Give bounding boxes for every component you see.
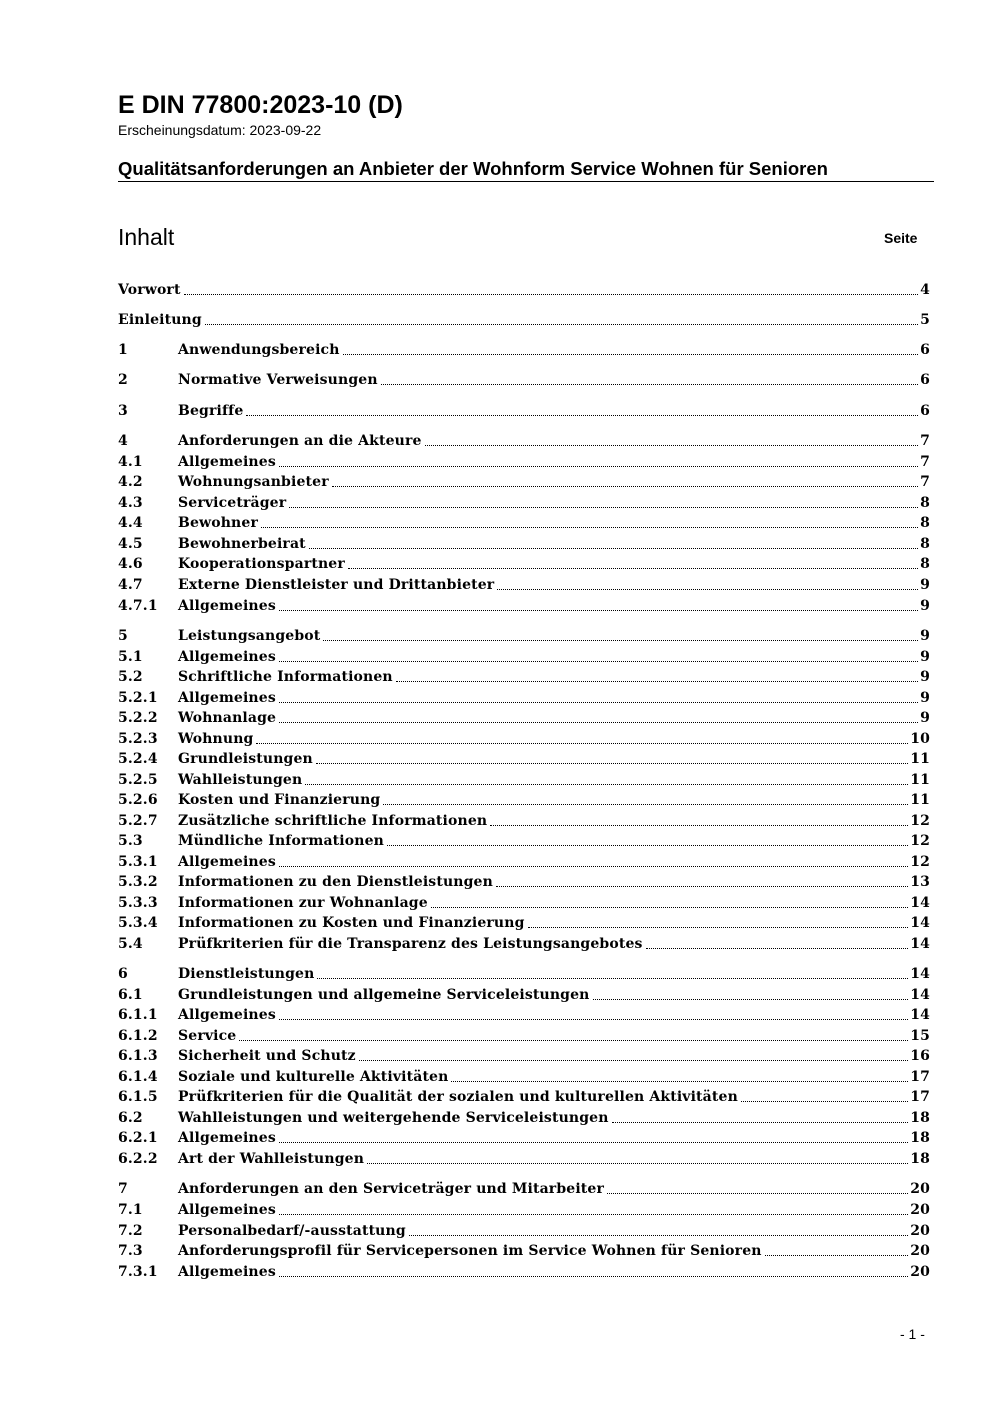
toc-entry-title: Dienstleistungen (178, 966, 315, 982)
toc-dot-leader (359, 1060, 908, 1061)
toc-entry-number: 5.2.7 (118, 813, 158, 829)
toc-entry-page: 14 (910, 1007, 930, 1023)
toc-entry[interactable] (118, 1262, 930, 1282)
toc-entry[interactable] (118, 280, 930, 300)
toc-entry-number: 5.2.3 (118, 731, 158, 747)
toc-entry-number: 5.3.2 (118, 874, 158, 890)
toc-entry-title: Personalbedarf/-ausstattung (178, 1223, 406, 1239)
toc-dot-leader (205, 324, 918, 325)
toc-dot-leader (279, 466, 918, 467)
toc-entry-title: Wahlleistungen (178, 772, 303, 788)
toc-entry-number: 6.2.2 (118, 1151, 158, 1167)
toc-dot-leader (279, 1214, 908, 1215)
toc-entry-page: 8 (920, 536, 930, 552)
toc-entry-title: Allgemeines (178, 598, 276, 614)
toc-entry-page: 20 (910, 1181, 930, 1197)
toc-entry-title: Wahlleistungen und weitergehende Serviceleistungen (178, 1110, 609, 1126)
toc-entry[interactable] (118, 370, 930, 390)
toc-entry-title: Service (178, 1028, 237, 1044)
toc-entry-title: Wohnungsanbieter (178, 474, 329, 490)
toc-entry-title: Art der Wahlleistungen (178, 1151, 365, 1167)
toc-dot-leader (309, 548, 918, 549)
toc-entry-number: 4.4 (118, 515, 143, 531)
toc-entry-page: 7 (920, 474, 930, 490)
toc-entry[interactable] (118, 1200, 930, 1220)
toc-entry-number: 6 (118, 966, 128, 982)
toc-entry-title: Vorwort (118, 282, 181, 298)
toc-dot-leader (646, 948, 909, 949)
toc-entry-number: 5.1 (118, 649, 143, 665)
page-number: - 1 - (900, 1326, 925, 1342)
toc-entry[interactable] (118, 647, 930, 667)
toc-entry-title: Serviceträger (178, 495, 287, 511)
toc-entry[interactable] (118, 964, 930, 984)
toc-entry-page: 12 (910, 813, 930, 829)
toc-entry[interactable] (118, 626, 930, 646)
toc-entry[interactable] (118, 667, 930, 687)
toc-entry-page: 10 (910, 731, 930, 747)
toc-entry-page: 12 (910, 854, 930, 870)
toc-entry-page: 16 (910, 1048, 930, 1064)
toc-entry-title: Soziale und kulturelle Aktivitäten (178, 1069, 449, 1085)
toc-entry-number: 4.7 (118, 577, 143, 593)
toc-dot-leader (490, 825, 908, 826)
toc-entry-number: 5.2.2 (118, 710, 158, 726)
toc-entry-title: Leistungsangebot (178, 628, 321, 644)
toc-entry-page: 6 (920, 342, 930, 358)
toc-entry-title: Anforderungen an den Serviceträger und Mitarbeiter (178, 1181, 604, 1197)
toc-entry-page: 13 (910, 874, 930, 890)
toc-entry[interactable] (118, 431, 930, 451)
document-subtitle: Qualitätsanforderungen an Anbieter der Wohnform Service Wohnen für Senioren (118, 158, 828, 179)
toc-entry[interactable] (118, 985, 930, 1005)
toc-entry-number: 7.3 (118, 1243, 143, 1259)
toc-dot-leader (317, 978, 908, 979)
toc-entry-title: Einleitung (118, 312, 202, 328)
toc-entry-number: 5.2.5 (118, 772, 158, 788)
toc-entry-title: Zusätzliche schriftliche Informationen (178, 813, 488, 829)
toc-entry-page: 9 (920, 577, 930, 593)
toc-entry-number: 5.3.3 (118, 895, 158, 911)
toc-dot-leader (246, 415, 918, 416)
toc-dot-leader (279, 722, 918, 723)
toc-entry[interactable] (118, 1005, 930, 1025)
toc-entry-page: 4 (920, 282, 930, 298)
toc-dot-leader (528, 927, 909, 928)
toc-entry-number: 4.1 (118, 454, 143, 470)
toc-dot-leader (396, 681, 918, 682)
toc-dot-leader (239, 1040, 908, 1041)
toc-dot-leader (279, 1142, 908, 1143)
toc-dot-leader (381, 384, 918, 385)
toc-entry[interactable] (118, 729, 930, 749)
toc-entry-page: 14 (910, 987, 930, 1003)
toc-heading: Inhalt (118, 224, 175, 250)
toc-entry-title: Anwendungsbereich (178, 342, 340, 358)
toc-entry-title: Anforderungsprofil für Servicepersonen im Service Wohnen für Senioren (178, 1243, 762, 1259)
toc-entry-page: 7 (920, 433, 930, 449)
toc-entry-page: 14 (910, 915, 930, 931)
toc-entry-page: 9 (920, 690, 930, 706)
toc-dot-leader (409, 1235, 908, 1236)
toc-entry[interactable] (118, 1221, 930, 1241)
toc-entry-page: 15 (910, 1028, 930, 1044)
toc-entry-page: 8 (920, 495, 930, 511)
toc-entry-title: Anforderungen an die Akteure (178, 433, 422, 449)
toc-entry[interactable] (118, 872, 930, 892)
toc-entry[interactable] (118, 1108, 930, 1128)
toc-entry-title: Allgemeines (178, 649, 276, 665)
toc-entry-title: Wohnanlage (178, 710, 277, 726)
toc-entry-page: 8 (920, 556, 930, 572)
toc-entry[interactable] (118, 934, 930, 954)
toc-entry[interactable] (118, 1046, 930, 1066)
toc-entry-page: 9 (920, 669, 930, 685)
toc-entry-title: Mündliche Informationen (178, 833, 384, 849)
toc-entry[interactable] (118, 913, 930, 933)
toc-entry[interactable] (118, 770, 930, 790)
toc-entry-title: Begriffe (178, 403, 244, 419)
toc-entry[interactable] (118, 596, 930, 616)
toc-dot-leader (279, 866, 908, 867)
toc-dot-leader (497, 589, 918, 590)
toc-entry-number: 4.5 (118, 536, 143, 552)
toc-entry-title: Bewohner (178, 515, 258, 531)
toc-entry-title: Grundleistungen und allgemeine Serviceleistungen (178, 987, 590, 1003)
toc-entry-number: 4.3 (118, 495, 143, 511)
toc-entry[interactable] (118, 811, 930, 831)
toc-entry-title: Bewohnerbeirat (178, 536, 306, 552)
toc-entry[interactable] (118, 852, 930, 872)
toc-entry-title: Allgemeines (178, 1007, 276, 1023)
toc-entry-page: 20 (910, 1223, 930, 1239)
toc-entry-number: 5.2.4 (118, 751, 158, 767)
toc-entry-title: Allgemeines (178, 1264, 276, 1280)
toc-entry-page: 14 (910, 966, 930, 982)
toc-entry-page: 11 (910, 792, 930, 808)
toc-entry-page: 6 (920, 403, 930, 419)
toc-entry-number: 5.4 (118, 936, 143, 952)
toc-page-column-label: Seite (884, 230, 918, 246)
toc-dot-leader (607, 1193, 908, 1194)
toc-entry-page: 18 (910, 1130, 930, 1146)
toc-dot-leader (425, 445, 919, 446)
toc-entry-title: Wohnung (178, 731, 254, 747)
toc-entry-title: Allgemeines (178, 1130, 276, 1146)
toc-entry-number: 5.2.6 (118, 792, 158, 808)
toc-entry[interactable] (118, 1149, 930, 1169)
toc-entry-number: 1 (118, 342, 128, 358)
toc-entry-title: Informationen zu Kosten und Finanzierung (178, 915, 525, 931)
document-title: E DIN 77800:2023-10 (D) (118, 91, 403, 119)
toc-entry-title: Allgemeines (178, 690, 276, 706)
toc-entry-page: 9 (920, 649, 930, 665)
toc-dot-leader (316, 763, 908, 764)
toc-entry[interactable] (118, 534, 930, 554)
toc-entry-number: 5.3.4 (118, 915, 158, 931)
toc-entry-page: 8 (920, 515, 930, 531)
toc-dot-leader (279, 610, 918, 611)
toc-entry-title: Externe Dienstleister und Drittanbieter (178, 577, 495, 593)
toc-entry-number: 2 (118, 372, 128, 388)
toc-entry-number: 7.1 (118, 1202, 143, 1218)
toc-entry-title: Prüfkriterien für die Transparenz des Leistungsangebotes (178, 936, 643, 952)
toc-entry-number: 4 (118, 433, 128, 449)
toc-entry-page: 9 (920, 598, 930, 614)
toc-entry-title: Kooperationspartner (178, 556, 345, 572)
toc-dot-leader (451, 1081, 908, 1082)
toc-entry-number: 6.1.4 (118, 1069, 158, 1085)
toc-entry-page: 6 (920, 372, 930, 388)
publication-date: Erscheinungsdatum: 2023-09-22 (118, 122, 322, 138)
toc-entry[interactable] (118, 790, 930, 810)
toc-entry-page: 17 (910, 1069, 930, 1085)
toc-entry[interactable] (118, 1179, 930, 1199)
toc-dot-leader (279, 661, 918, 662)
toc-entry-page: 20 (910, 1264, 930, 1280)
toc-entry-page: 9 (920, 628, 930, 644)
toc-entry-page: 17 (910, 1089, 930, 1105)
toc-entry[interactable] (118, 1241, 930, 1261)
toc-entry[interactable] (118, 513, 930, 533)
toc-entry[interactable] (118, 472, 930, 492)
toc-entry-number: 6.1.2 (118, 1028, 158, 1044)
toc-entry-page: 20 (910, 1243, 930, 1259)
toc-entry-page: 9 (920, 710, 930, 726)
toc-entry-number: 4.7.1 (118, 598, 158, 614)
toc-entry-number: 3 (118, 403, 128, 419)
toc-entry-title: Informationen zu den Dienstleistungen (178, 874, 493, 890)
toc-entry-number: 5 (118, 628, 128, 644)
toc-entry-page: 5 (920, 312, 930, 328)
toc-entry[interactable] (118, 310, 930, 330)
toc-entry-page: 11 (910, 751, 930, 767)
toc-entry[interactable] (118, 1026, 930, 1046)
toc-dot-leader (279, 1019, 908, 1020)
toc-entry-page: 7 (920, 454, 930, 470)
toc-entry-title: Allgemeines (178, 454, 276, 470)
toc-entry[interactable] (118, 340, 930, 360)
toc-entry-number: 6.1 (118, 987, 143, 1003)
toc-entry[interactable] (118, 493, 930, 513)
toc-entry-page: 14 (910, 936, 930, 952)
toc-entry[interactable] (118, 452, 930, 472)
toc-entry[interactable] (118, 1067, 930, 1087)
toc-entry[interactable] (118, 749, 930, 769)
toc-dot-leader (261, 527, 918, 528)
toc-entry[interactable] (118, 688, 930, 708)
toc-entry-page: 14 (910, 895, 930, 911)
toc-entry-number: 7.3.1 (118, 1264, 158, 1280)
toc-dot-leader (279, 702, 918, 703)
toc-entry-title: Allgemeines (178, 854, 276, 870)
toc-dot-leader (765, 1255, 909, 1256)
toc-entry[interactable] (118, 893, 930, 913)
toc-entry[interactable] (118, 831, 930, 851)
toc-entry[interactable] (118, 575, 930, 595)
toc-entry-page: 20 (910, 1202, 930, 1218)
toc-entry-title: Prüfkriterien für die Qualität der sozialen und kulturellen Aktivitäten (178, 1089, 738, 1105)
toc-entry-number: 4.2 (118, 474, 143, 490)
toc-entry-page: 12 (910, 833, 930, 849)
toc-entry[interactable] (118, 554, 930, 574)
title-rule (118, 181, 934, 182)
toc-dot-leader (256, 743, 908, 744)
toc-dot-leader (332, 486, 918, 487)
toc-entry-page: 11 (910, 772, 930, 788)
toc-entry-number: 4.6 (118, 556, 143, 572)
toc-entry-title: Allgemeines (178, 1202, 276, 1218)
toc-dot-leader (612, 1122, 909, 1123)
toc-entry-number: 7 (118, 1181, 128, 1197)
toc-entry-number: 6.1.3 (118, 1048, 158, 1064)
toc-dot-leader (289, 507, 918, 508)
toc-dot-leader (496, 886, 908, 887)
toc-entry[interactable] (118, 401, 930, 421)
toc-dot-leader (387, 845, 908, 846)
toc-entry-number: 6.2.1 (118, 1130, 158, 1146)
toc-entry-title: Kosten und Finanzierung (178, 792, 381, 808)
toc-entry-number: 6.1.1 (118, 1007, 158, 1023)
toc-entry-title: Schriftliche Informationen (178, 669, 393, 685)
toc-entry[interactable] (118, 1087, 930, 1107)
toc-dot-leader (279, 1276, 908, 1277)
toc-entry[interactable] (118, 1128, 930, 1148)
toc-dot-leader (431, 907, 908, 908)
toc-dot-leader (343, 354, 919, 355)
toc-entry-number: 5.2.1 (118, 690, 158, 706)
toc-entry-title: Grundleistungen (178, 751, 313, 767)
toc-entry-title: Informationen zur Wohnanlage (178, 895, 428, 911)
toc-entry-page: 18 (910, 1110, 930, 1126)
toc-entry-number: 6.2 (118, 1110, 143, 1126)
toc-dot-leader (305, 784, 908, 785)
toc-entry-page: 18 (910, 1151, 930, 1167)
toc-entry-number: 7.2 (118, 1223, 143, 1239)
toc-entry[interactable] (118, 708, 930, 728)
toc-dot-leader (348, 568, 918, 569)
toc-dot-leader (383, 804, 908, 805)
toc-entry-number: 5.3 (118, 833, 143, 849)
toc-dot-leader (367, 1163, 908, 1164)
toc-entry-number: 5.3.1 (118, 854, 158, 870)
toc-entry-number: 5.2 (118, 669, 143, 685)
toc-dot-leader (741, 1101, 908, 1102)
toc-dot-leader (184, 294, 919, 295)
toc-entry-title: Sicherheit und Schutz (178, 1048, 356, 1064)
toc-entry-number: 6.1.5 (118, 1089, 158, 1105)
toc-entry-title: Normative Verweisungen (178, 372, 378, 388)
toc-dot-leader (323, 640, 918, 641)
toc-dot-leader (593, 999, 909, 1000)
